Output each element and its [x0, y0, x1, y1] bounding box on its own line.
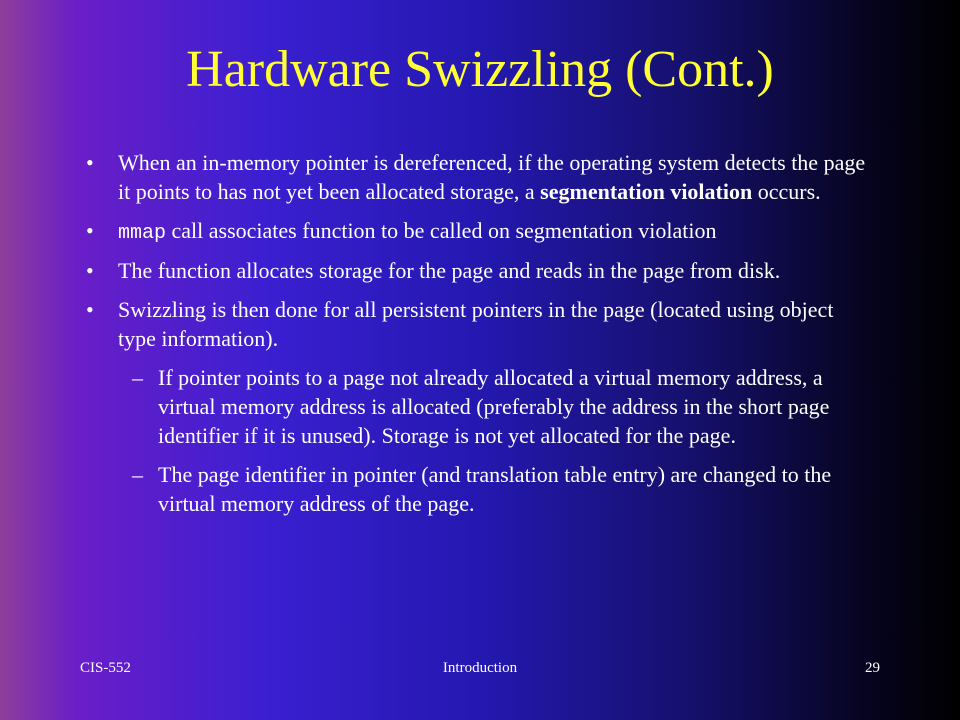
bullet-text-end: occurs. — [752, 179, 821, 204]
slide-content — [80, 148, 870, 528]
bullet-item — [80, 256, 870, 285]
slide-title: Hardware Swizzling (Cont.) — [186, 41, 774, 98]
sub-bullet-text: If pointer points to a page not already allocated a virtual memory address, a virtual memory address is allocated (preferably the address in the short page identifier if it is unused). Storage is not yet allocated for the page. — [158, 365, 830, 448]
bullet-bold-term: segmentation violation — [540, 179, 753, 204]
sub-bullet-text: The page identifier in pointer (and translation table entry) are changed to the virtual memory address of the page. — [158, 462, 832, 516]
footer-course: CIS-552 — [80, 660, 131, 676]
bullet-text: The function allocates storage for the page and reads in the page from disk. — [118, 258, 781, 283]
bullet-item — [80, 216, 870, 248]
bullet-text: call associates function to be called on segmentation violation — [166, 218, 717, 243]
bullet-marker: • — [86, 258, 94, 283]
sub-bullet-marker: – — [132, 365, 143, 390]
bullet-item — [80, 295, 870, 353]
bullet-marker: • — [86, 150, 94, 175]
bullet-item — [80, 148, 870, 206]
bullet-marker: • — [86, 218, 94, 243]
footer-page-number: 29 — [865, 660, 880, 676]
bullet-text: Swizzling is then done for all persistent pointers in the page (located using object type information). — [118, 297, 834, 351]
bullet-marker: • — [86, 297, 94, 322]
sub-bullet-item — [80, 363, 870, 450]
code-term: mmap — [118, 222, 167, 245]
sub-bullet-marker: – — [132, 462, 143, 487]
bullet-text: When an in-memory pointer is dereferenced, if the operating system detects the page it points to has not yet been allocated storage, a — [118, 150, 866, 204]
footer-section: Introduction — [442, 660, 518, 676]
sub-bullet-item — [80, 460, 870, 518]
